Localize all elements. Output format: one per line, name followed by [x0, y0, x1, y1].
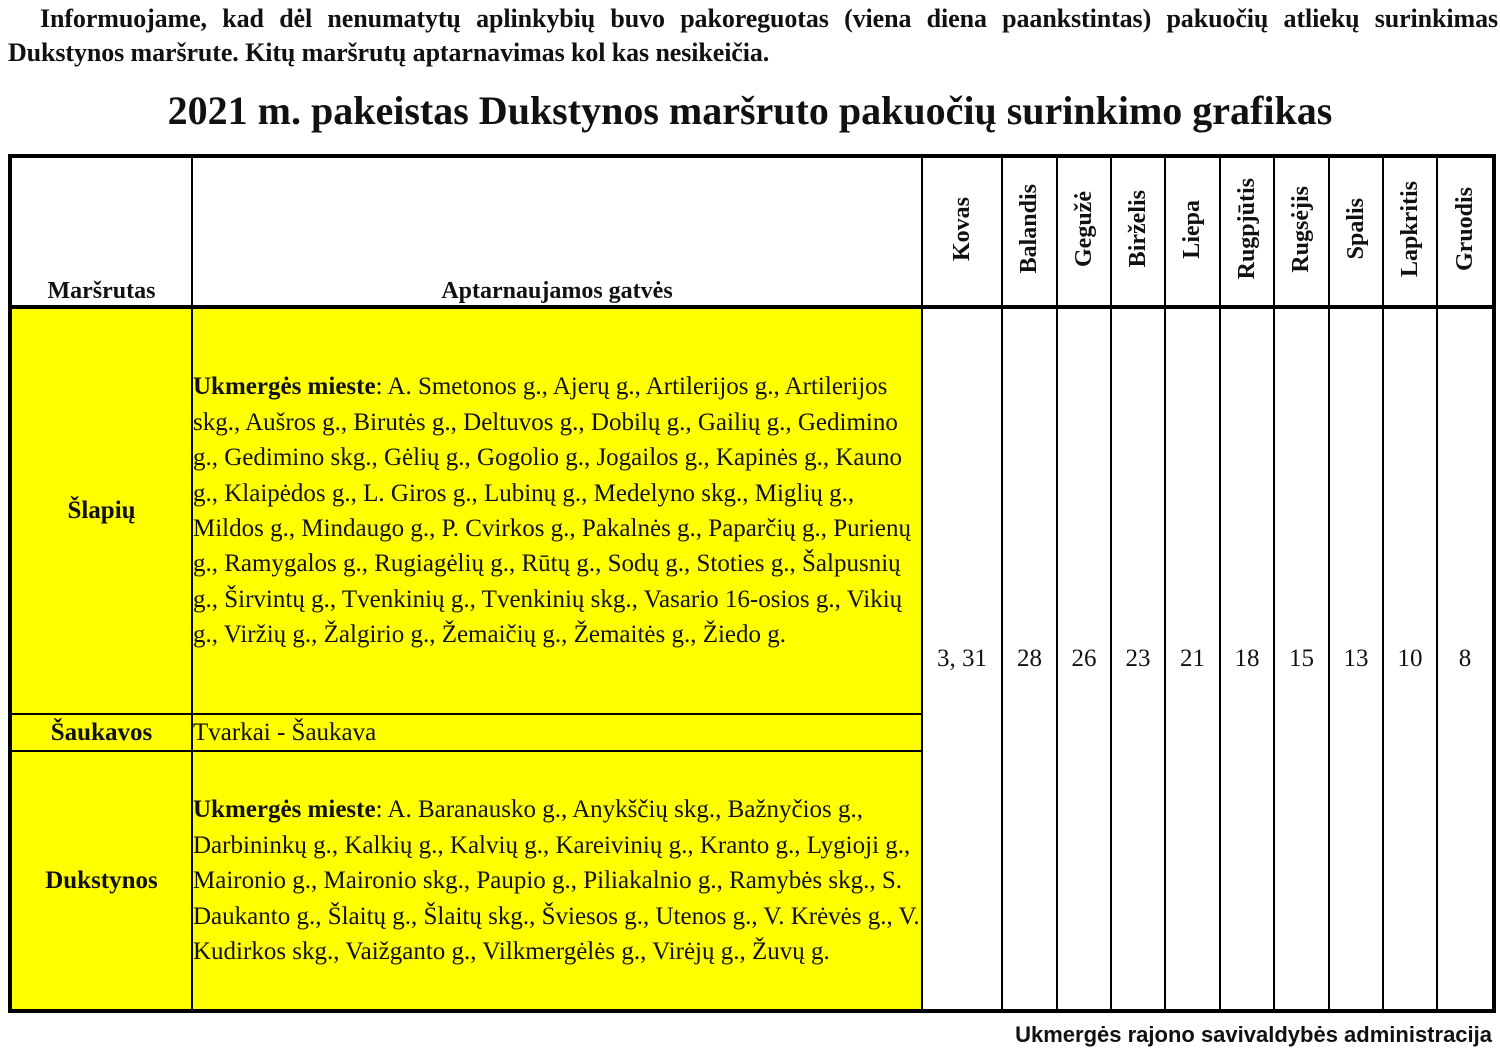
column-header-month [1329, 156, 1383, 307]
streets-list: : A. Smetonos g., Ajerų g., Artilerijos g., Artilerijos skg., Aušros g., Birutės g., Deltuvos g., Dobilų g., Gailių g., Gedimino g., Gedimino skg., Gėlių g., Gogolio g., Jogailos g., Kapinės g., Kauno g., Klaipėdos g., L. Giros g., Lubinų g., Medelyno skg., Miglių g., Mildos g., Mindaugo g., P. Cvirkos g., Pakalnės g., Paparčių g., Purienų g., Ramygalos g., Rugiagėlių g., Rūtų g., Sodų g., Stoties g., Šalpusnių g., Širvintų g., Tvenkinių g., Tvenkinių skg., Vasario 16-osios g., Vikių g., Viržių g., Žalgirio g., Žemaičių g., Žemaitės g., Žiedo g. [193, 373, 912, 649]
date-cell: 23 [1111, 307, 1165, 1011]
route-streets [192, 751, 922, 1011]
table-row [10, 307, 1494, 714]
column-header-month [1057, 156, 1111, 307]
column-header-month [1383, 156, 1437, 307]
streets-list: Tvarkai - Šaukava [193, 719, 377, 746]
date-cell: 8 [1437, 307, 1494, 1011]
page-title: 2021 m. pakeistas Dukstynos maršruto pakuočių surinkimo grafikas [167, 88, 1333, 133]
date-cell: 26 [1057, 307, 1111, 1011]
column-header-month [1437, 156, 1494, 307]
column-header-streets: Aptarnaujamos gatvės [192, 156, 922, 307]
month-label: Balandis [1016, 184, 1042, 274]
schedule-table [8, 154, 1496, 1013]
date-cell: 13 [1329, 307, 1383, 1011]
column-header-month [1274, 156, 1329, 307]
date-cell: 21 [1165, 307, 1220, 1011]
column-header-month [1002, 156, 1057, 307]
footer-organization: Ukmergės rajono savivaldybės administracija [1015, 1022, 1492, 1047]
month-label: Birželis [1124, 190, 1151, 268]
route-name: Dukstynos [10, 751, 192, 1011]
column-header-route: Maršrutas [10, 156, 192, 307]
month-label: Kovas [948, 196, 975, 261]
route-name: Šlapių [10, 307, 192, 714]
month-label: Rugpjūtis [1233, 178, 1260, 280]
route-name: Šaukavos [10, 714, 192, 751]
streets-list: : A. Baranausko g., Anykščių skg., Bažnyčios g., Darbininkų g., Kalkių g., Kalvių g., Kareivinių g., Kranto g., Lygioji g., Maironio g., Maironio skg., Paupio g., Piliakalnio g., Ramybės skg., S. Daukanto g., Šlaitų g., Šlaitų skg., Šviesos g., Utenos g., V. Krėvės g., V. Kudirkos skg., Vaižganto g., Vilkmergėlės g., Virėjų g., Žuvų g. [193, 796, 920, 966]
month-label: Lapkritis [1396, 180, 1423, 278]
month-label: Gegužė [1070, 191, 1097, 267]
date-cell: 3, 31 [922, 307, 1002, 1011]
month-label: Liepa [1179, 199, 1205, 259]
notice-text: Informuojame, kad dėl nenumatytų aplinkybių buvo pakoreguotas (viena diena paankstintas) pakuočių atliekų surinkimas Dukstynos maršrute. Kitų maršrutų aptarnavimas kol kas nesikeičia. [8, 4, 1498, 67]
streets-prefix: Ukmergės mieste [193, 796, 376, 824]
route-streets [192, 307, 922, 714]
month-label: Rugsėjis [1288, 185, 1314, 273]
column-header-month [1220, 156, 1274, 307]
column-header-month [922, 156, 1002, 307]
table-header-row [10, 156, 1494, 307]
route-streets [192, 714, 922, 751]
month-label: Gruodis [1451, 186, 1478, 272]
date-cell: 10 [1383, 307, 1437, 1011]
date-cell: 15 [1274, 307, 1329, 1011]
month-label: Spalis [1342, 198, 1369, 260]
column-header-month [1165, 156, 1220, 307]
column-header-month [1111, 156, 1165, 307]
date-cell: 18 [1220, 307, 1274, 1011]
date-cell: 28 [1002, 307, 1057, 1011]
streets-prefix: Ukmergės mieste [193, 373, 376, 401]
